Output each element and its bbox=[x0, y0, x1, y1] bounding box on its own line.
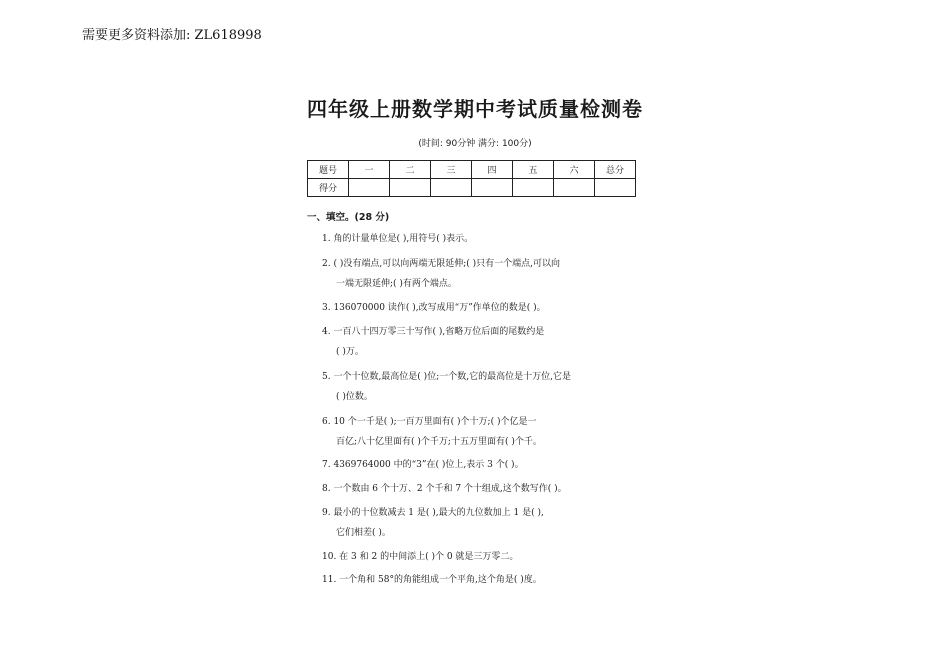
score-cell bbox=[595, 179, 636, 197]
question-line: 3. 136070000 读作( ),改写成用“万”作单位的数是( )。 bbox=[322, 303, 546, 313]
header-cell: 总分 bbox=[595, 161, 636, 179]
question-6 bbox=[322, 412, 652, 452]
row-label-cell: 得分 bbox=[308, 179, 349, 197]
question-9 bbox=[322, 503, 652, 543]
question-5 bbox=[322, 367, 652, 407]
question-line: 2. ( )没有端点,可以向两端无限延伸;( )只有一个端点,可以向 bbox=[322, 259, 560, 269]
question-line: 7. 4369764000 中的“3”在( )位上,表示 3 个( )。 bbox=[322, 460, 524, 470]
score-cell bbox=[513, 179, 554, 197]
header-cell: 五 bbox=[513, 161, 554, 179]
header-cell: 题号 bbox=[308, 161, 349, 179]
question-line: 9. 最小的十位数减去 1 是( ),最大的九位数加上 1 是( ), bbox=[322, 508, 544, 518]
question-11 bbox=[322, 570, 652, 590]
question-2 bbox=[322, 254, 652, 294]
exam-time-score: (时间: 90分钟 满分: 100分) bbox=[418, 139, 532, 149]
page-title: 四年级上册数学期中考试质量检测卷 bbox=[307, 97, 643, 121]
question-10 bbox=[322, 547, 652, 567]
watermark-text: 需要更多资料添加: ZL618998 bbox=[82, 28, 262, 43]
header-cell: 四 bbox=[472, 161, 513, 179]
header-cell: 一 bbox=[349, 161, 390, 179]
question-line: 10. 在 3 和 2 的中间添上( )个 0 就是三万零二。 bbox=[322, 552, 519, 562]
header-cell: 二 bbox=[390, 161, 431, 179]
score-table bbox=[307, 160, 636, 197]
question-8 bbox=[322, 479, 652, 499]
question-line: 5. 一个十位数,最高位是( )位;一个数,它的最高位是十万位,它是 bbox=[322, 372, 571, 382]
question-line: 4. 一百八十四万零三十写作( ),省略万位后面的尾数约是 bbox=[322, 327, 545, 337]
question-line: 11. 一个角和 58°的角能组成一个平角,这个角是( )度。 bbox=[322, 575, 542, 585]
question-3 bbox=[322, 298, 652, 318]
question-line: 6. 10 个一千是( );一百万里面有( )个十万;( )个亿是一 bbox=[322, 417, 537, 427]
section-heading: 一、填空。(28 分) bbox=[307, 212, 390, 223]
score-cell bbox=[431, 179, 472, 197]
score-table-score-row bbox=[308, 179, 636, 197]
question-line: 它们相差( )。 bbox=[336, 528, 391, 538]
question-line: 一端无限延伸;( )有两个端点。 bbox=[336, 279, 457, 289]
score-cell bbox=[349, 179, 390, 197]
header-cell: 六 bbox=[554, 161, 595, 179]
score-cell bbox=[554, 179, 595, 197]
score-table-header-row bbox=[308, 161, 636, 179]
score-cell bbox=[472, 179, 513, 197]
question-line: 1. 角的计量单位是( ),用符号( )表示。 bbox=[322, 234, 474, 244]
question-line: ( )万。 bbox=[336, 347, 364, 357]
question-line: 8. 一个数由 6 个十万、2 个千和 7 个十组成,这个数写作( )。 bbox=[322, 484, 567, 494]
question-7 bbox=[322, 455, 652, 475]
score-cell bbox=[390, 179, 431, 197]
question-4 bbox=[322, 322, 652, 362]
question-line: 百亿;八十亿里面有( )个千万;十五万里面有( )个千。 bbox=[336, 437, 542, 447]
header-cell: 三 bbox=[431, 161, 472, 179]
question-line: ( )位数。 bbox=[336, 392, 373, 402]
question-1 bbox=[322, 229, 652, 249]
